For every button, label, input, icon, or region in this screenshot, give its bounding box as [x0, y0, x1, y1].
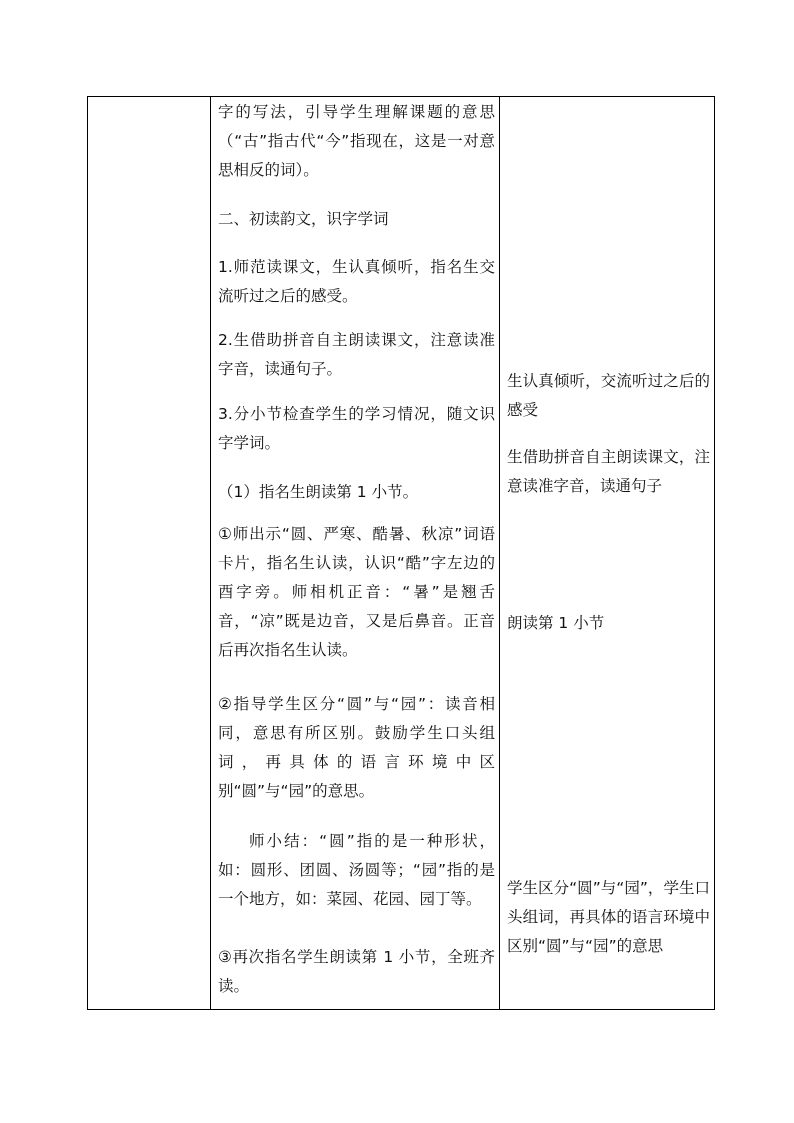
teacher-paragraph: ②指导学生区分“圆”与“园”：读音相同，意思有所区别。鼓励学生口头组词，再具体的语言环境中区别“圆”与“园”的意思。	[218, 695, 495, 800]
teacher-paragraph: 1.师范读课文，生认真倾听，指名生交流听过之后的感受。	[218, 258, 495, 305]
teacher-paragraph: ③再次指名学生朗读第 1 小节，全班齐读。	[218, 948, 495, 995]
teacher-section-heading: 二、初读韵文，识字学词	[218, 210, 389, 228]
table-row	[88, 97, 715, 1010]
teacher-summary-paragraph: 师小结：“圆”指的是一种形状，如：圆形、团圆、汤圆等；“园”指的是一个地方，如：菜园、花园、园丁等。	[218, 832, 495, 908]
teacher-paragraph: 3.分小节检查学生的学习情况，随文识字学词。	[218, 405, 495, 452]
student-paragraph: 生认真倾听，交流听过之后的感受	[507, 372, 710, 419]
teacher-paragraph: （1）指名生朗读第 1 小节。	[218, 483, 419, 501]
student-paragraph: 朗读第 1 小节	[507, 614, 605, 632]
teacher-paragraph: 字的写法，引导学生理解课题的意思（“古”指古代“今”指现在，这是一对意思相反的词）。	[218, 103, 495, 179]
teacher-paragraph: ①师出示“圆、严寒、酷暑、秋凉”词语卡片，指名生认读，认识“酷”字左边的酉字旁。师相机正音：“暑”是翘舌音，“凉”既是边音，又是后鼻音。正音后再次指名生认读。	[218, 525, 495, 659]
student-activity-cell	[500, 97, 715, 1010]
teacher-paragraph: 2.生借助拼音自主朗读课文，注意读准字音，读通句子。	[218, 331, 495, 378]
stage-column-cell	[88, 97, 211, 1010]
student-paragraph: 生借助拼音自主朗读课文，注意读准字音，读通句子	[507, 448, 710, 495]
teacher-activity-cell	[211, 97, 500, 1010]
student-paragraph: 学生区分“圆”与“园”，学生口头组词，再具体的语言环境中区别“圆”与“园”的意思	[507, 879, 710, 955]
lesson-plan-table	[87, 96, 715, 1010]
